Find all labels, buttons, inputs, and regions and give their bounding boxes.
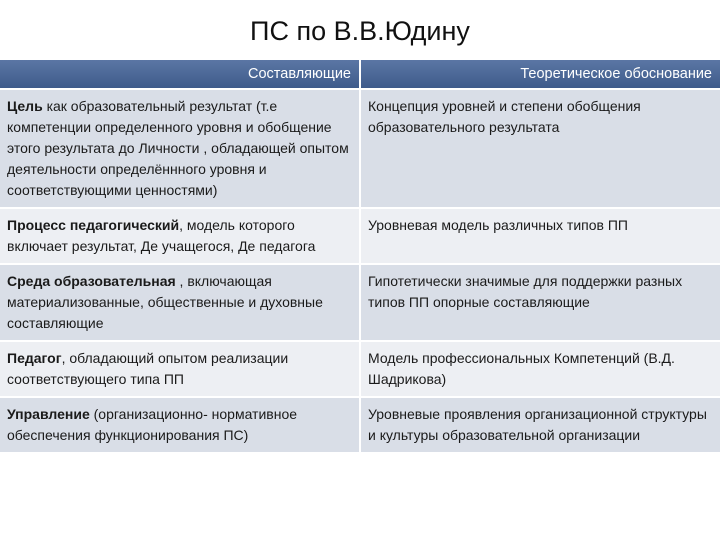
table-header-row (0, 60, 720, 89)
basis-cell: Гипотетически значимые для поддержки разных типов ПП опорные составляющие (360, 264, 720, 341)
component-description: (организационно- нормативное обеспечения функционирования ПС) (7, 406, 298, 443)
table-row (0, 208, 720, 264)
component-description: , обладающий опытом реализации соответствующего типа ПП (7, 350, 289, 387)
component-description: , модель которого включает результат, Де учащегося, Де педагога (7, 217, 316, 254)
components-table (0, 60, 720, 452)
basis-cell: Модель профессиональных Компетенций (В.Д. Шадрикова) (360, 341, 720, 397)
page-title: ПС по В.В.Юдину (250, 16, 470, 46)
basis-cell: Уровневая модель различных типов ПП (360, 208, 720, 264)
component-term: Цель (7, 98, 43, 114)
component-cell (0, 341, 360, 397)
table-row (0, 264, 720, 341)
component-description: как образовательный результат (т.е компетенции определенного уровня и обобщение этого результата до Личности , обладающей опытом деятельности определённного уровня и соответствующими ценностями) (7, 98, 349, 198)
component-cell (0, 208, 360, 264)
table-row (0, 397, 720, 452)
component-term: Управление (7, 406, 90, 422)
component-term: Среда образовательная (7, 273, 176, 289)
component-cell (0, 397, 360, 452)
basis-cell: Концепция уровней и степени обобщения образовательного результата (360, 89, 720, 208)
table-row (0, 341, 720, 397)
basis-cell: Уровневые проявления организационной структуры и культуры образовательной организации (360, 397, 720, 452)
component-term: Педагог (7, 350, 62, 366)
table-row (0, 89, 720, 208)
component-term: Процесс педагогический (7, 217, 180, 233)
component-cell (0, 89, 360, 208)
component-description: , включающая материализованные, общественные и духовные составляющие (7, 273, 323, 331)
component-cell (0, 264, 360, 341)
header-components: Составляющие (0, 60, 360, 89)
header-theoretical-basis: Теоретическое обоснование (360, 60, 720, 89)
